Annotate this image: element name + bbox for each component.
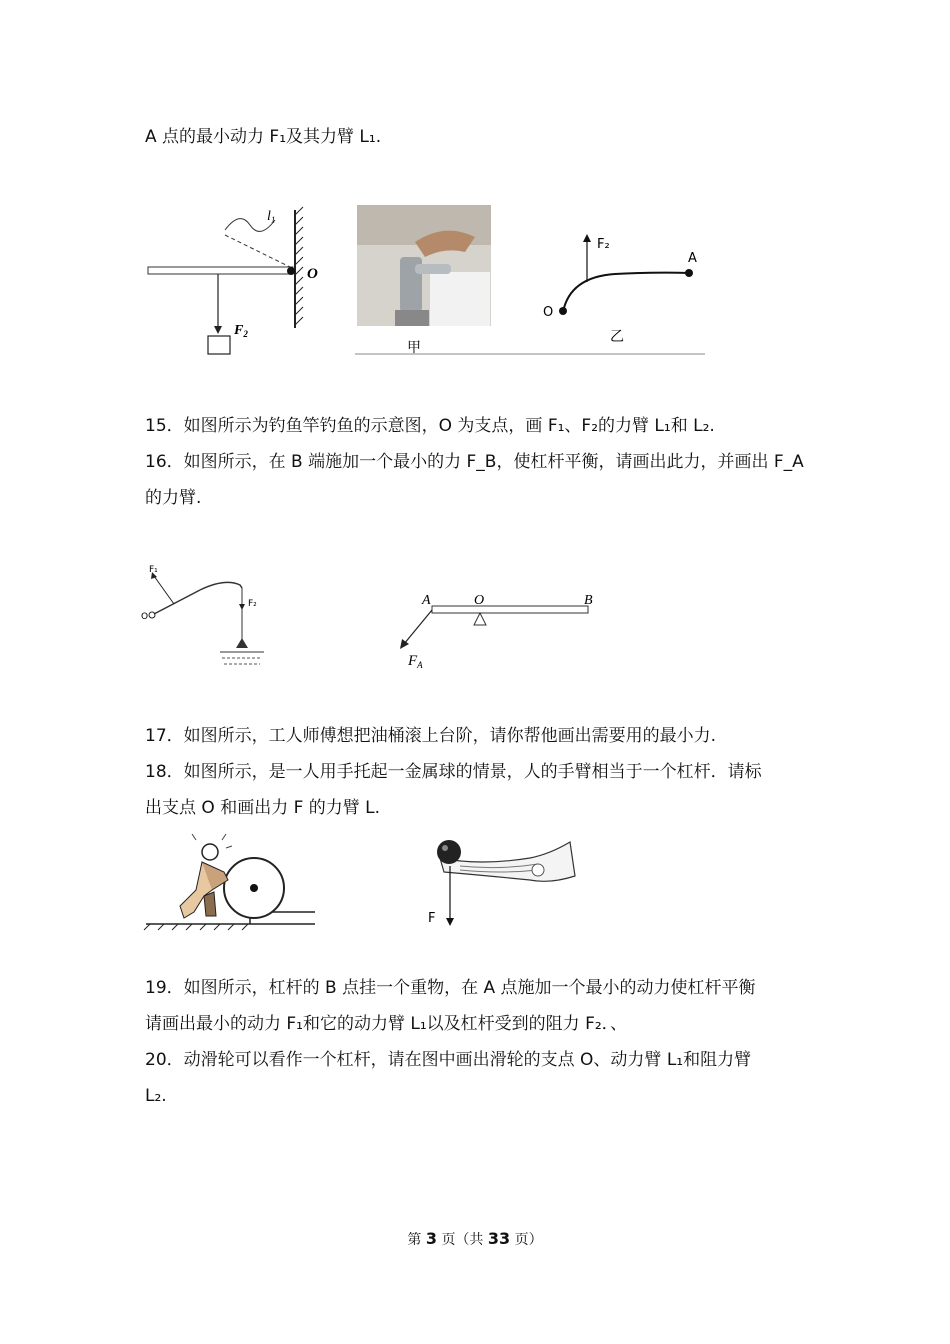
o-label: O <box>141 612 149 622</box>
question-16-line-1: 16．如图所示，在 B 端施加一个最小的力 F_B，使杠杆平衡，请画出此力，并画出 F_A <box>145 452 804 472</box>
a-label: A <box>688 251 697 266</box>
f2-label: F₂ <box>597 237 610 252</box>
f2-label: $F_2$ <box>234 323 248 339</box>
figure-lever-ab <box>390 588 605 673</box>
question-18-line-1: 18．如图所示，是一人用手托起一金属球的情景，人的手臂相当于一个杠杆．请标 <box>145 762 762 782</box>
question-15: 15．如图所示为钓鱼竿钓鱼的示意图，O 为支点，画 F₁、F₂的力臂 L₁和 L₂. <box>145 416 715 436</box>
question-18-line-2: 出支点 O 和画出力 F 的力臂 L. <box>145 798 381 818</box>
figure-fishing <box>140 560 280 675</box>
figure-oil-drum <box>140 832 320 932</box>
fa-label: $F_A$ <box>408 653 423 670</box>
f1-label: F₁ <box>149 565 158 575</box>
b-label: B <box>584 593 593 608</box>
o-label: O <box>474 593 485 608</box>
question-19-line-2: 请画出最小的动力 F₁和它的动力臂 L₁以及杠杆受到的阻力 F₂．、 <box>145 1014 628 1034</box>
o-label: O <box>307 266 318 282</box>
a-label: A <box>422 593 431 608</box>
l1-label: $l_1$ <box>267 209 276 225</box>
question-16-line-2: 的力臂. <box>145 488 202 508</box>
yi-label: 乙 <box>610 329 624 345</box>
figure-arm <box>420 836 580 931</box>
question-20-line-2: L₂. <box>145 1086 167 1106</box>
o-label: O <box>543 305 554 320</box>
f2-label: F₂ <box>248 599 257 609</box>
question-20-line-1: 20．动滑轮可以看作一个杠杆，请在图中画出滑轮的支点 O、动力臂 L₁和阻力臂 <box>145 1050 752 1070</box>
jia-label: 甲 <box>407 340 421 356</box>
f-label: F <box>428 911 436 926</box>
text-a-point: A 点的最小动力 F₁及其力臂 L₁. <box>145 127 382 147</box>
figure-wall-lever <box>140 200 340 365</box>
total-pages: 33 <box>487 1229 511 1248</box>
page-number: 3 <box>425 1229 437 1248</box>
question-19-line-1: 19．如图所示，杠杆的 B 点挂一个重物，在 A 点施加一个最小的动力使杠杆平衡 <box>145 978 756 998</box>
question-17: 17．如图所示，工人师傅想把油桶滚上台阶，请你帮他画出需要用的最小力. <box>145 726 717 746</box>
figure-faucet <box>355 202 710 362</box>
page-footer: 第 3 页（共 33 页） <box>407 1229 543 1248</box>
